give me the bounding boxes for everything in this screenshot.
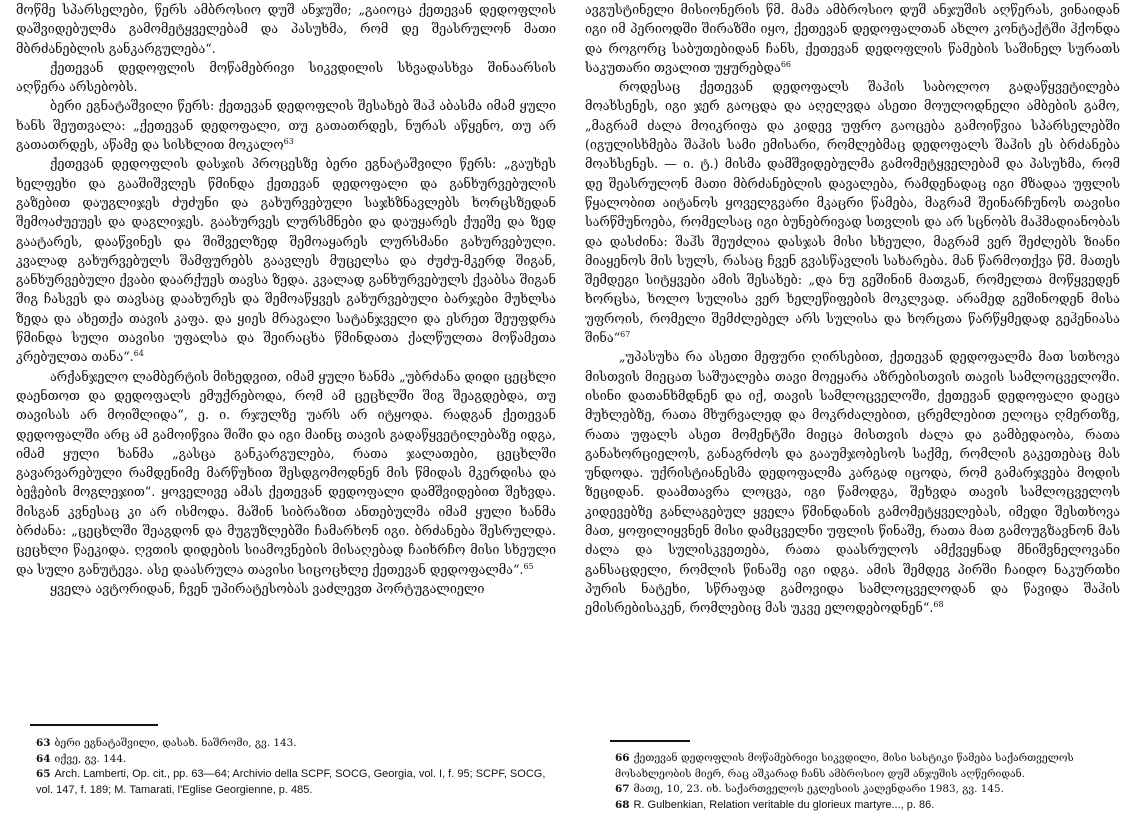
right-page (585, 0, 1120, 834)
left-page-footnotes (36, 736, 551, 798)
footnote-marker: 66 (780, 59, 792, 69)
footnote-number: 66 (615, 752, 630, 764)
paragraph-text: არქანჯელო ლამბერტის მიხედვით, იმამ ყული ხანმა „უბრძანა დიდი ცეცხლი დაენთოთ და დედოფალს ემუქრებოდა, რომ ამ ცეცხლში შიგ შეაგდებდა, თუ თავისას არ მოიშლიდა“, ე. ი. რჯულზე უარს არ იტყოდა. რადგან ქეთევან დედოფალში არც ამ გამოიწვია შიში და იგი მაინც თავის გადაწყვეტილებაზე იდგა, იმამ ყული ხანმა „გასცა განკარგულება, რათა ჯალათები, ცეცხლში გავარვარებული რამდენიმე მარწუხით შესდგომოდნენ მის წმიდას მკერდისა და ბეჭების მოგლეჯით“. ყოველივე ამას ქეთევან დედოფალი დამშვიდებით შეხვდა. მისგან კვნესაც კი არ ისმოდა. მაშინ სიბრაზით ანთებულმა იმამ ყული ხანმა ბრძანა: „ცეცხლში შეაგდონ და მუგუზლებში ჩამარხონ იგი. ბრძანება შესრულდა. ცეცხლი წაეკიდა. ღვთის დიდების სიამოვნების მისაღებად ჩაიხრჩო მისი სხეული და სული განუტევა. ასე დაასრულა თავისი სიცოცხლე ქეთევან დედოფალმა“. (16, 368, 556, 577)
paragraph (585, 347, 1120, 617)
paragraph (585, 0, 1120, 77)
left-page (16, 0, 556, 834)
footnote-number: 68 (615, 798, 630, 811)
paragraph-text: „უპასუხა რა ასეთი მეფური ღირსებით, ქეთევან დედოფალმა მათ სთხოვა მისთვის მიეცათ საშუალება თავი მოეყარა აზრებისთვის თავის სამლოცველოში. ისინი დათანხმდნენ და იქ, თავის სამლოცველოში, ქეთევან დედოფალი დაეცა მუხლებზე, რათა მხურვალედ და მოკრძალებით, ცრემლებით ელოცა ღმერთზე, რათა უფალს ასეთ მომენტში მიეცა მისთვის ძალა და გამბედაობა, რათა განახორციელოს, განაგრძოს და გააუმჯობესოს საქმე, რომლის გაკეთებაც მას უნდოდა. უქრისტიანესმა დედოფალმა კარგად იცოდა, რომ გამარჯვება მოდის ზეციდან. დაამთავრა ლოცვა, იგი წამოდგა, შეხვდა თავის სამლოცველოს კიდევებზე განლაგებულ ყველა წმინდანის გამომეტყველებას, იმედი შესთხოვა მათ, ყოფილიყვნენ მისი დამცველნი უფლის წინაშე, რათა მათ გამოუგზავნონ მას ძალა და სულისკვეთება, რათა დაასრულოს ამქვეყნად მნიშვნელოვანი განსაცდელი, რომლის წინაშე იგი იდგა. ამის შემდეგ პირში ჩაიდო ნაკურთხი პურის ნატეხი, სწრაფად გამოვიდა სამლოცველოდან და წავიდა შაჰის ემისრებისაკენ, რომლებიც მას უკვე ელოდებოდნენ“. (585, 349, 1120, 616)
footnote-marker: 68 (933, 600, 944, 610)
footnote (615, 798, 1115, 814)
footnote-marker: 64 (133, 349, 144, 359)
footnote-rule-left (30, 724, 158, 726)
paragraph-text: ყველა ავტორიდან, ჩვენ უპირატესობას ვაძლევთ პორტუგალიელი (50, 580, 485, 596)
footnote-rule-right (610, 740, 690, 742)
paragraph-text: ავგუსტინელი მისიონერის წმ. მამა ამბროსიო დუშ ანჯუშის აღწერას, ვინაიდან იგი იმ პერიოდში შირაზში იყო, ქეთევან დედოფალთან ახლო კონტაქტში ჰქონდა და როგორც საბუთებიდან ჩანს, ქეთევან დედოფლის წამების საშინელ სურათს საკუთარი თვალით უყურებდა (585, 2, 1120, 75)
paragraph (585, 77, 1120, 347)
right-page-footnotes (615, 751, 1115, 813)
paragraph (16, 367, 556, 579)
right-page-body (585, 0, 1120, 618)
footnote-text: ბერი ეგნატაშვილი, დასახ. ნაშრომი, გვ. 143. (54, 737, 297, 749)
left-page-body (16, 0, 556, 598)
footnote-number: 63 (36, 737, 51, 749)
paragraph-text: მოწმე სპარსელები, წერს ამბროსიო დუშ ანჯუში; „გაიოცა ქეთევან დედოფლის დაშვიდებულმა გამომეტყველებამ და პასუხმა, რომ დე შეასრულონ მათი მბრძანებლის განკარგულება“. (16, 2, 556, 56)
paragraph (16, 579, 556, 598)
paragraph-text: ბერი ეგნატაშვილი წერს: ქეთევან დედოფლის შესახებ შაჰ აბასმა იმამ ყული ხანს შეუთვალა: „ქეთევან დედოფალი, თუ გათათრდეს, ნურას აწყენო, თუ არ გათათრდეს, აწამე და სისხლით მოკალო (16, 98, 556, 153)
footnote-number: 67 (615, 783, 630, 796)
footnote-text: მათე, 10, 23. იხ. საქართველოს ეკლესიის კალენდარი 1983, გვ. 145. (633, 783, 1004, 796)
footnote-number: 64 (36, 752, 51, 765)
footnote-marker: 67 (620, 329, 631, 339)
footnote (615, 751, 1115, 782)
paragraph (16, 96, 556, 154)
paragraph-text: ქეთევან დედოფლის მოწამებრივი სიკვდილის სხვადასხვა შინაარსის აღწერა არსებობს. (16, 59, 556, 95)
footnote (36, 736, 551, 752)
footnote (36, 767, 551, 798)
paragraph (16, 0, 556, 58)
paragraph-text: როდესაც ქეთევან დედოფალს შაჰის საბოლოო გადაწყვეტილება მოახსენეს, იგი ჯერ გაოცდა და აღელვდა ასეთი მოულოდნელი ამბების გამო, „მაგრამ ძალა მოიკრიფა და კიდევ უფრო გაოცება გამოიწვია სპარსელებში (იგულისხმება შაჰის სამი ემისარი, რომლებმაც დედოფალს შაჰის ეს ბრძანება მოახსენეს. — ი. ტ.) მისმა დამშვიდებულმა გამომეტყველებამ და პასუხმა, რომ დე შეასრულონ მათი მბრძანებლის დავალება, რამდენადაც იგი მზადაა უფლის წყალობით აიტანოს ყოველგვარი მკაცრი წამება, მაგრამ შეინარჩუნოს თავისი სარწმუნოება, რომელსაც იგი ბუნებრივად სთვლის და არ სცნობს მაჰმადიანობას და დასძინა: შაჰს შეუძლია დასჯას მისი სხეული, მაგრამ ვერ შეძლებს ზიანი მიაყენოს მის სულს, რასაც ჩვენ გვასწავლის სახარება. მან წარმოთქვა წმ. მათეს შემდეგი სიტყვები ამის შესახებ: „და ნუ გეშინინ მათგან, რომელთა მოწყვედენ ხორცსა, ხოლო სულისა ვერ ხელეწიფების მოკლვად. არამედ გეშინოდენ მისა უფროის, რომელი შემძლებელ არს სულისა და ხორცთა წარწყმედად გეჰენიასა შინა“ (585, 79, 1120, 346)
footnote-number: 65 (36, 768, 51, 781)
paragraph (16, 154, 556, 366)
footnote-marker: 65 (523, 561, 534, 571)
footnote-marker: 63 (283, 136, 294, 146)
footnote (615, 782, 1115, 798)
footnote-text: იქვე, გვ. 144. (54, 752, 127, 765)
paragraph-text: ქეთევან დედოფლის დასჯის პროცესზე ბერი ეგნატაშვილი წერს: „გაუხეს ხელფეხი და გააშიშვლეს წმინდა ქეთევან დედოფალი და განხურვებულის გაზებით დაუგლიჯეს ძუძუნი და გახურვებული საჯხზნავლებს ხორცსზედან შემოაძუეუეს და დაგლიჯეს. გაახურვეს ლურსმნები და დაუყარეს ქუეშე და ზედ გაატარეს, დააწვინეს და შიშველზედ შემოაყარეს ლურსმანი გახურვებული. კვალად გახურვებულს შამფურებს გაავლეს მუცელსა და ძუძუ-მკერდ შიგან, განხურვებული ქვაბი დაარქუეს თავსა ზედა. კვალად განხურვებულს ქვაბსა შიგან შიგ ჩასვეს და თავსაც დაახურეს და შემოაწყვეს გახურვებული ბარჯები მუხლსა ზედა და ახეთქა თავის კაფა. და ყიეს მრავალი სატანჯველი და ესრეთ შეუფდრა წმინდა სული თავისი უფალსა და შეირაცხა წმინდათა ქალწულთა მოწამეთა კრებულთა თანა“. (16, 156, 556, 365)
footnote (36, 752, 551, 768)
footnote-text: R. Gulbenkian, Relation veritable du glorieux martyre..., p. 86. (633, 798, 935, 811)
footnote-text: ქეთევან დედოფლის მოწამებრივი სიკვდილი, მისი სასტიკი წამება საქართველოს მოსახლეობის მიერ, რაც აშკარად ჩანს ამბროსიო დუშ ანჯუშის აღწერიდან. (615, 752, 1074, 780)
footnote-text: Arch. Lamberti, Op. cit., pp. 63—64; Archivio della SCPF, SOCG, Georgia, vol. I, f. 95; SCPF, SOCG, vol. 147, f. 189; M. Tamarati, l'Eglise Georgienne, p. 485. (36, 768, 546, 796)
paragraph (16, 58, 556, 97)
